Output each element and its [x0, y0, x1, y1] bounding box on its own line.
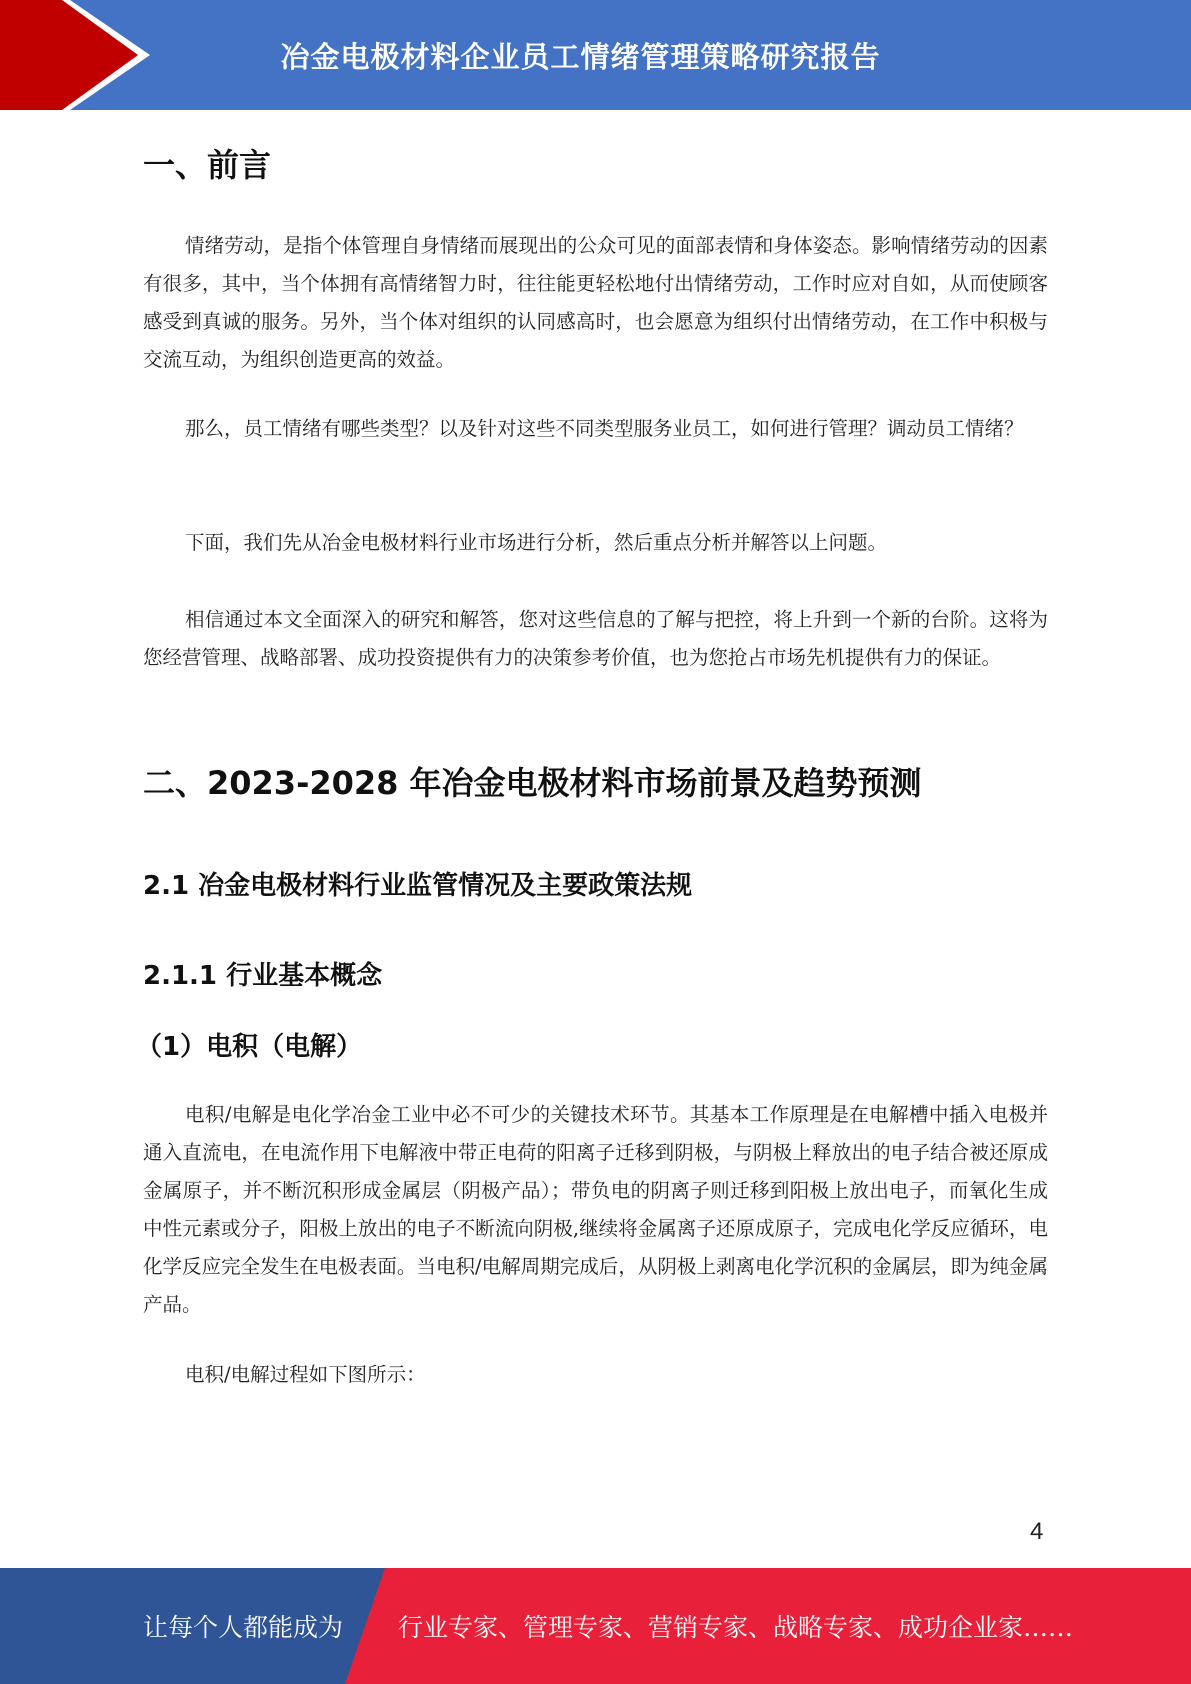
section-2-1-1-heading: 2.1.1 行业基本概念: [143, 961, 383, 991]
section-2-1-heading: 2.1 冶金电极材料行业监管情况及主要政策法规: [143, 871, 693, 901]
page-header: [0, 0, 1191, 110]
section-1-paragraph-4: 相信通过本文全面深入的研究和解答，您对这些信息的了解与把控，将上升到一个新的台阶。这将为您经营管理、战略部署、成功投资提供有力的决策参考价值，也为您抢占市场先机提供有力的保证。: [143, 608, 1048, 669]
page-footer: [0, 1568, 1191, 1684]
footer-slogan-right: 行业专家、管理专家、营销专家、战略专家、成功企业家……: [398, 1613, 1074, 1642]
footer-slogan-left: 让每个人都能成为: [143, 1613, 344, 1642]
subsection-electrowinning-heading: （1）电积（电解）: [136, 1032, 363, 1062]
report-title: [140, 0, 1191, 110]
page-number: 4: [1030, 1518, 1044, 1545]
section-1-paragraph-1: 情绪劳动，是指个体管理自身情绪而展现出的公众可见的面部表情和身体姿态。影响情绪劳动的因素有很多，其中，当个体拥有高情绪智力时，往往能更轻松地付出情绪劳动，工作时应对自如，从而使顾客感受到真诚的服务。另外，当个体对组织的认同感高时，也会愿意为组织付出情绪劳动，在工作中积极与交流互动，为组织创造更高的效益。: [143, 234, 1048, 371]
electrowinning-paragraph: 电积/电解是电化学冶金工业中必不可少的关键技术环节。其基本工作原理是在电解槽中插入电极并通入直流电，在电流作用下电解液中带正电荷的阳离子迁移到阴极，与阴极上释放出的电子结合被还原成金属原子，并不断沉积形成金属层（阴极产品）；带负电的阴离子则迁移到阳极上放出电子，而氧化生成中性元素或分子，阳极上放出的电子不断流向阴极,继续将金属离子还原成原子，完成电化学反应循环，电化学反应完全发生在电极表面。当电积/电解周期完成后，从阴极上剥离电化学沉积的金属层，即为纯金属产品。: [143, 1103, 1048, 1316]
section-1-heading: 一、前言: [143, 146, 272, 184]
header-arrow-icon: [0, 0, 160, 110]
electrowinning-figure-intro: 电积/电解过程如下图所示：: [185, 1363, 426, 1386]
section-2-heading: 二、2023-2028 年冶金电极材料市场前景及趋势预测: [143, 764, 922, 802]
report-title-text: 冶金电极材料企业员工情绪管理策略研究报告: [280, 39, 881, 74]
section-1-paragraph-2: 那么，员工情绪有哪些类型？以及针对这些不同类型服务业员工，如何进行管理？调动员工情绪？: [185, 417, 1024, 440]
section-1-paragraph-3: 下面，我们先从冶金电极材料行业市场进行分析，然后重点分析并解答以上问题。: [185, 531, 888, 554]
